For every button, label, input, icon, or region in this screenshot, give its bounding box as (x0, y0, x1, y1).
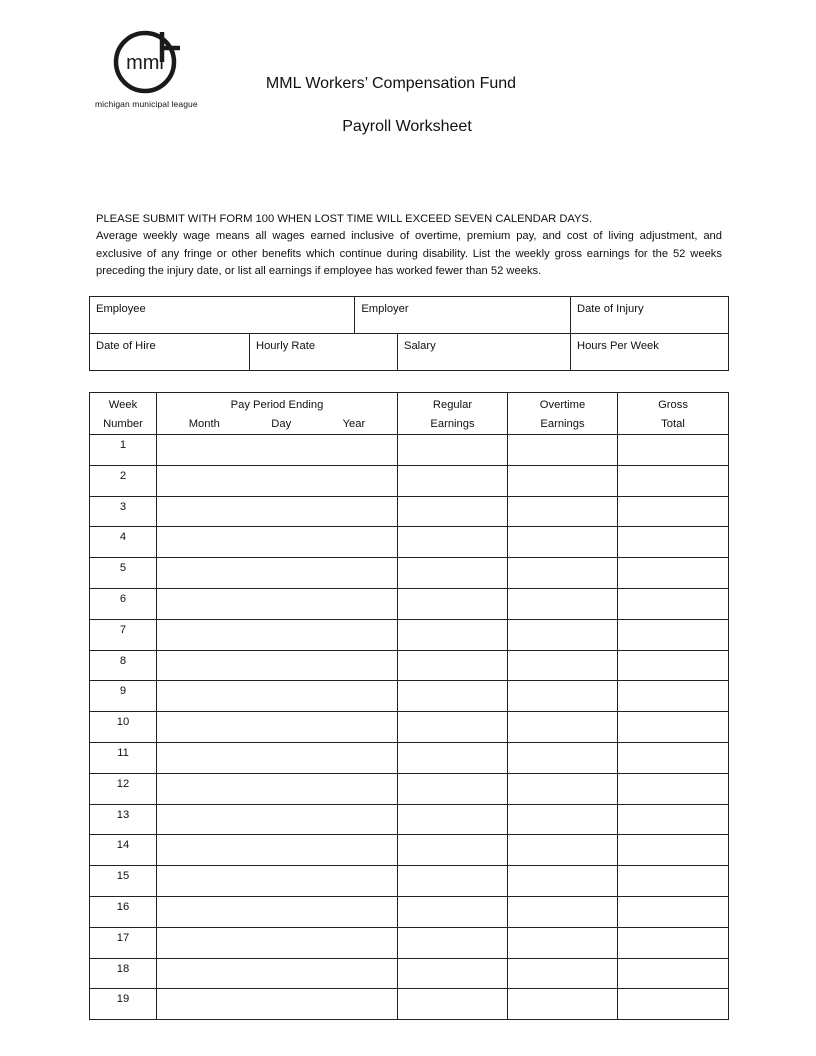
week-number-cell: 4 (90, 527, 157, 558)
table-row (90, 558, 729, 589)
regular-earnings-cell[interactable] (398, 835, 508, 866)
regular-earnings-cell[interactable] (398, 681, 508, 712)
gross-header-line1: Gross (658, 399, 688, 411)
pay-period-cell[interactable] (157, 650, 398, 681)
table-row (90, 742, 729, 773)
employee-info-table (89, 296, 729, 371)
month-header: Month (188, 418, 220, 430)
gross-total-cell[interactable] (618, 989, 729, 1020)
hours-per-week-label: Hours Per Week (577, 340, 659, 352)
overtime-earnings-cell[interactable] (508, 435, 618, 466)
overtime-header-line1: Overtime (539, 399, 586, 411)
gross-total-cell[interactable] (618, 588, 729, 619)
gross-total-cell[interactable] (618, 804, 729, 835)
regular-earnings-cell[interactable] (398, 958, 508, 989)
regular-earnings-header (398, 393, 508, 435)
employer-label: Employer (361, 303, 409, 315)
overtime-earnings-cell[interactable] (508, 558, 618, 589)
week-number-cell: 16 (90, 896, 157, 927)
regular-earnings-cell[interactable] (398, 496, 508, 527)
pay-period-cell[interactable] (157, 896, 398, 927)
table-row (90, 619, 729, 650)
gross-header-line2: Total (661, 418, 685, 430)
week-header-line2: Number (103, 418, 143, 430)
date-of-hire-field[interactable] (90, 334, 250, 371)
overtime-earnings-cell[interactable] (508, 619, 618, 650)
gross-total-cell[interactable] (618, 773, 729, 804)
week-number-cell: 17 (90, 927, 157, 958)
week-number-header (90, 393, 157, 435)
week-number-cell: 19 (90, 989, 157, 1020)
pay-period-cell[interactable] (157, 927, 398, 958)
pay-period-cell[interactable] (157, 465, 398, 496)
table-row (90, 927, 729, 958)
regular-earnings-cell[interactable] (398, 558, 508, 589)
date-of-hire-label: Date of Hire (96, 340, 156, 352)
regular-earnings-cell[interactable] (398, 866, 508, 897)
table-row (90, 435, 729, 466)
pay-period-cell[interactable] (157, 496, 398, 527)
instructions (96, 211, 722, 280)
regular-header-line1: Regular (432, 399, 473, 411)
week-number-cell: 15 (90, 866, 157, 897)
pay-period-cell[interactable] (157, 835, 398, 866)
payroll-body (90, 435, 729, 1020)
pay-period-cell[interactable] (157, 712, 398, 743)
overtime-header-line2: Earnings (540, 418, 585, 430)
pay-period-header (157, 393, 398, 435)
pay-period-cell[interactable] (157, 773, 398, 804)
date-of-injury-field[interactable] (571, 297, 729, 334)
gross-total-cell[interactable] (618, 527, 729, 558)
employee-label: Employee (96, 303, 146, 315)
salary-label: Salary (404, 340, 436, 352)
gross-total-cell[interactable] (618, 835, 729, 866)
gross-total-cell[interactable] (618, 681, 729, 712)
week-number-cell: 13 (90, 804, 157, 835)
regular-earnings-cell[interactable] (398, 989, 508, 1020)
table-row (90, 465, 729, 496)
week-header-line1: Week (108, 399, 138, 411)
overtime-earnings-cell[interactable] (508, 896, 618, 927)
table-row (90, 866, 729, 897)
gross-total-cell[interactable] (618, 742, 729, 773)
table-row (90, 958, 729, 989)
table-row (90, 650, 729, 681)
week-number-cell: 7 (90, 619, 157, 650)
week-number-cell: 8 (90, 650, 157, 681)
table-row (90, 527, 729, 558)
regular-earnings-cell[interactable] (398, 927, 508, 958)
regular-earnings-cell[interactable] (398, 742, 508, 773)
regular-earnings-cell[interactable] (398, 712, 508, 743)
overtime-earnings-cell[interactable] (508, 989, 618, 1020)
overtime-earnings-cell[interactable] (508, 927, 618, 958)
overtime-earnings-cell[interactable] (508, 588, 618, 619)
pay-period-cell[interactable] (157, 588, 398, 619)
regular-earnings-cell[interactable] (398, 465, 508, 496)
salary-field[interactable] (398, 334, 571, 371)
pay-period-cell[interactable] (157, 435, 398, 466)
gross-total-cell[interactable] (618, 435, 729, 466)
overtime-earnings-cell[interactable] (508, 527, 618, 558)
overtime-earnings-cell[interactable] (508, 835, 618, 866)
pay-period-label: Pay Period Ending (230, 399, 324, 411)
payroll-table (89, 392, 729, 1020)
logo-text: michigan municipal league (95, 99, 198, 109)
overtime-earnings-cell[interactable] (508, 742, 618, 773)
gross-total-header (618, 393, 729, 435)
gross-total-cell[interactable] (618, 650, 729, 681)
table-row (90, 496, 729, 527)
pay-period-cell[interactable] (157, 742, 398, 773)
overtime-earnings-cell[interactable] (508, 496, 618, 527)
gross-total-cell[interactable] (618, 619, 729, 650)
week-number-cell: 10 (90, 712, 157, 743)
pay-period-cell[interactable] (157, 681, 398, 712)
table-row (90, 896, 729, 927)
table-row (90, 712, 729, 743)
employer-field[interactable] (355, 297, 571, 334)
gross-total-cell[interactable] (618, 465, 729, 496)
instructions-heading: PLEASE SUBMIT WITH FORM 100 WHEN LOST TIME WILL EXCEED SEVEN CALENDAR DAYS. (96, 213, 593, 225)
hours-per-week-field[interactable] (571, 334, 729, 371)
regular-earnings-cell[interactable] (398, 527, 508, 558)
week-number-cell: 6 (90, 588, 157, 619)
regular-header-line2: Earnings (430, 418, 475, 430)
gross-total-cell[interactable] (618, 958, 729, 989)
gross-total-cell[interactable] (618, 896, 729, 927)
week-number-cell: 9 (90, 681, 157, 712)
overtime-earnings-cell[interactable] (508, 773, 618, 804)
table-row (90, 835, 729, 866)
week-number-cell: 2 (90, 465, 157, 496)
gross-total-cell[interactable] (618, 496, 729, 527)
overtime-earnings-cell[interactable] (508, 465, 618, 496)
day-header: Day (271, 418, 292, 430)
week-number-cell: 1 (90, 435, 157, 466)
instructions-body: Average weekly wage means all wages earned inclusive of overtime, premium pay, and cost of living adjustment, and exclusive of any fringe or other benefits which continue during disability. List the weekly gross earnings for the 52 weeks preceding the injury date, or list all earnings if employee has worked fewer than 52 weeks. (96, 230, 722, 277)
regular-earnings-cell[interactable] (398, 619, 508, 650)
regular-earnings-cell[interactable] (398, 896, 508, 927)
year-header: Year (342, 418, 366, 430)
regular-earnings-cell[interactable] (398, 588, 508, 619)
week-number-cell: 14 (90, 835, 157, 866)
table-row (90, 773, 729, 804)
gross-total-cell[interactable] (618, 712, 729, 743)
regular-earnings-cell[interactable] (398, 773, 508, 804)
logo-letters: mml (126, 52, 164, 74)
overtime-earnings-header (508, 393, 618, 435)
week-number-cell: 5 (90, 558, 157, 589)
overtime-earnings-cell[interactable] (508, 804, 618, 835)
table-row (90, 804, 729, 835)
gross-total-cell[interactable] (618, 927, 729, 958)
week-number-cell: 18 (90, 958, 157, 989)
pay-period-cell[interactable] (157, 958, 398, 989)
table-row (90, 681, 729, 712)
overtime-earnings-cell[interactable] (508, 712, 618, 743)
hourly-rate-field[interactable] (250, 334, 398, 371)
overtime-earnings-cell[interactable] (508, 958, 618, 989)
week-number-cell: 11 (90, 742, 157, 773)
regular-earnings-cell[interactable] (398, 650, 508, 681)
hourly-rate-label: Hourly Rate (256, 340, 316, 352)
gross-total-cell[interactable] (618, 866, 729, 897)
page-subtitle: Payroll Worksheet (342, 118, 472, 135)
regular-earnings-cell[interactable] (398, 435, 508, 466)
overtime-earnings-cell[interactable] (508, 681, 618, 712)
pay-period-cell[interactable] (157, 527, 398, 558)
employee-field[interactable] (90, 297, 355, 334)
mml-logo (92, 28, 204, 112)
date-of-injury-label: Date of Injury (577, 303, 644, 315)
week-number-cell: 3 (90, 496, 157, 527)
regular-earnings-cell[interactable] (398, 804, 508, 835)
overtime-earnings-cell[interactable] (508, 650, 618, 681)
table-row (90, 588, 729, 619)
gross-total-cell[interactable] (618, 558, 729, 589)
payroll-header-row (90, 393, 729, 435)
page-title: MML Workers’ Compensation Fund (265, 75, 517, 92)
pay-period-cell[interactable] (157, 619, 398, 650)
pay-period-cell[interactable] (157, 866, 398, 897)
overtime-earnings-cell[interactable] (508, 866, 618, 897)
pay-period-cell[interactable] (157, 804, 398, 835)
pay-period-cell[interactable] (157, 989, 398, 1020)
table-row (90, 989, 729, 1020)
pay-period-cell[interactable] (157, 558, 398, 589)
week-number-cell: 12 (90, 773, 157, 804)
